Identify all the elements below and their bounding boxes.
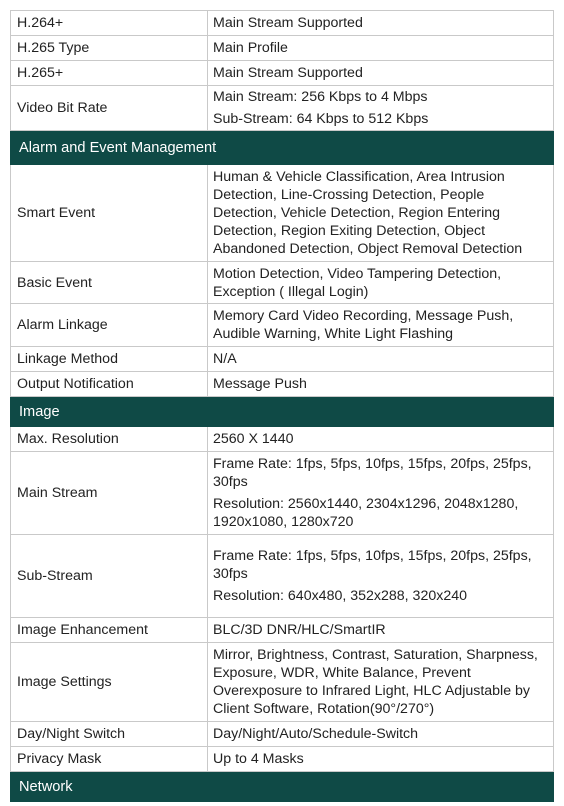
spec-label: Smart Event bbox=[11, 165, 208, 262]
spec-value-line: Frame Rate: 1fps, 5fps, 10fps, 15fps, 20fps, 25fps, 30fps bbox=[213, 456, 532, 490]
section-header bbox=[11, 131, 554, 165]
spec-value bbox=[208, 347, 554, 372]
spec-label: H.264+ bbox=[11, 11, 208, 36]
spec-value-line: 2560 X 1440 bbox=[213, 431, 294, 447]
spec-row bbox=[11, 304, 554, 347]
spec-value-line: Human & Vehicle Classification, Area Intrusion Detection, Line-Crossing Detection, People Detection, Vehicle Detection, Region Entering Detection, Region Exiting Detection, Object Abandoned Detection, Object Removal Detection bbox=[213, 169, 523, 257]
spec-value bbox=[208, 11, 554, 36]
spec-value-line: N/A bbox=[213, 351, 237, 367]
spec-label: H.265+ bbox=[11, 61, 208, 86]
spec-value bbox=[208, 452, 554, 535]
spec-label: Main Stream bbox=[11, 452, 208, 535]
spec-value bbox=[208, 165, 554, 262]
section-title: Network bbox=[11, 772, 554, 802]
section-title: Alarm and Event Management bbox=[11, 131, 554, 165]
spec-row bbox=[11, 86, 554, 131]
spec-value-line: Resolution: 2560x1440, 2304x1296, 2048x1280, 1920x1080, 1280x720 bbox=[213, 496, 519, 530]
spec-value-line: Resolution: 640x480, 352x288, 320x240 bbox=[213, 588, 467, 604]
spec-row bbox=[11, 11, 554, 36]
spec-value-line: Main Stream Supported bbox=[213, 15, 363, 31]
spec-row bbox=[11, 262, 554, 304]
spec-row bbox=[11, 372, 554, 397]
spec-row bbox=[11, 36, 554, 61]
spec-label: Linkage Method bbox=[11, 347, 208, 372]
spec-value-line: Memory Card Video Recording, Message Push, Audible Warning, White Light Flashing bbox=[213, 308, 514, 342]
spec-label: Sub-Stream bbox=[11, 535, 208, 618]
spec-value bbox=[208, 643, 554, 722]
spec-value bbox=[208, 618, 554, 643]
spec-value bbox=[208, 61, 554, 86]
spec-value-line: Main Stream: 256 Kbps to 4 Mbps bbox=[213, 89, 428, 105]
spec-value bbox=[208, 535, 554, 618]
spec-row bbox=[11, 427, 554, 452]
spec-value bbox=[208, 86, 554, 131]
spec-value-line: Frame Rate: 1fps, 5fps, 10fps, 15fps, 20fps, 25fps, 30fps bbox=[213, 548, 532, 582]
spec-row bbox=[11, 618, 554, 643]
spec-label: Image Settings bbox=[11, 643, 208, 722]
spec-label: Output Notification bbox=[11, 372, 208, 397]
spec-value bbox=[208, 747, 554, 772]
spec-label: Max. Resolution bbox=[11, 427, 208, 452]
spec-row bbox=[11, 452, 554, 535]
spec-row bbox=[11, 747, 554, 772]
spec-value-line: Message Push bbox=[213, 376, 307, 392]
spec-table-body bbox=[11, 11, 554, 802]
spec-row bbox=[11, 722, 554, 747]
spec-value-line: Main Profile bbox=[213, 40, 288, 56]
spec-value bbox=[208, 372, 554, 397]
spec-label: Image Enhancement bbox=[11, 618, 208, 643]
spec-row bbox=[11, 61, 554, 86]
spec-label: Alarm Linkage bbox=[11, 304, 208, 347]
spec-value bbox=[208, 36, 554, 61]
spec-row bbox=[11, 643, 554, 722]
spec-row bbox=[11, 347, 554, 372]
spec-value-line: Mirror, Brightness, Contrast, Saturation, Sharpness, Exposure, WDR, White Balance, Prevent Overexposure to Infrared Light, HLC Adjustable by Client Software, Rotation(90°/270°) bbox=[213, 647, 538, 717]
spec-row bbox=[11, 165, 554, 262]
spec-label: Video Bit Rate bbox=[11, 86, 208, 131]
spec-value bbox=[208, 722, 554, 747]
spec-value-line: Up to 4 Masks bbox=[213, 751, 304, 767]
spec-value bbox=[208, 427, 554, 452]
spec-value-line: Day/Night/Auto/Schedule-Switch bbox=[213, 726, 419, 742]
spec-label: Privacy Mask bbox=[11, 747, 208, 772]
spec-value-line: Sub-Stream: 64 Kbps to 512 Kbps bbox=[213, 111, 429, 127]
spec-row bbox=[11, 535, 554, 618]
spec-value-line: Motion Detection, Video Tampering Detection, Exception ( Illegal Login) bbox=[213, 265, 502, 300]
spec-label: H.265 Type bbox=[11, 36, 208, 61]
spec-label: Basic Event bbox=[11, 262, 208, 304]
section-title: Image bbox=[11, 397, 554, 427]
spec-value bbox=[208, 304, 554, 347]
section-header bbox=[11, 772, 554, 802]
spec-value-line: Main Stream Supported bbox=[213, 65, 363, 81]
spec-value-line: BLC/3D DNR/HLC/SmartIR bbox=[213, 622, 386, 638]
spec-label: Day/Night Switch bbox=[11, 722, 208, 747]
section-header bbox=[11, 397, 554, 427]
spec-value bbox=[208, 262, 554, 304]
spec-table bbox=[10, 10, 554, 802]
